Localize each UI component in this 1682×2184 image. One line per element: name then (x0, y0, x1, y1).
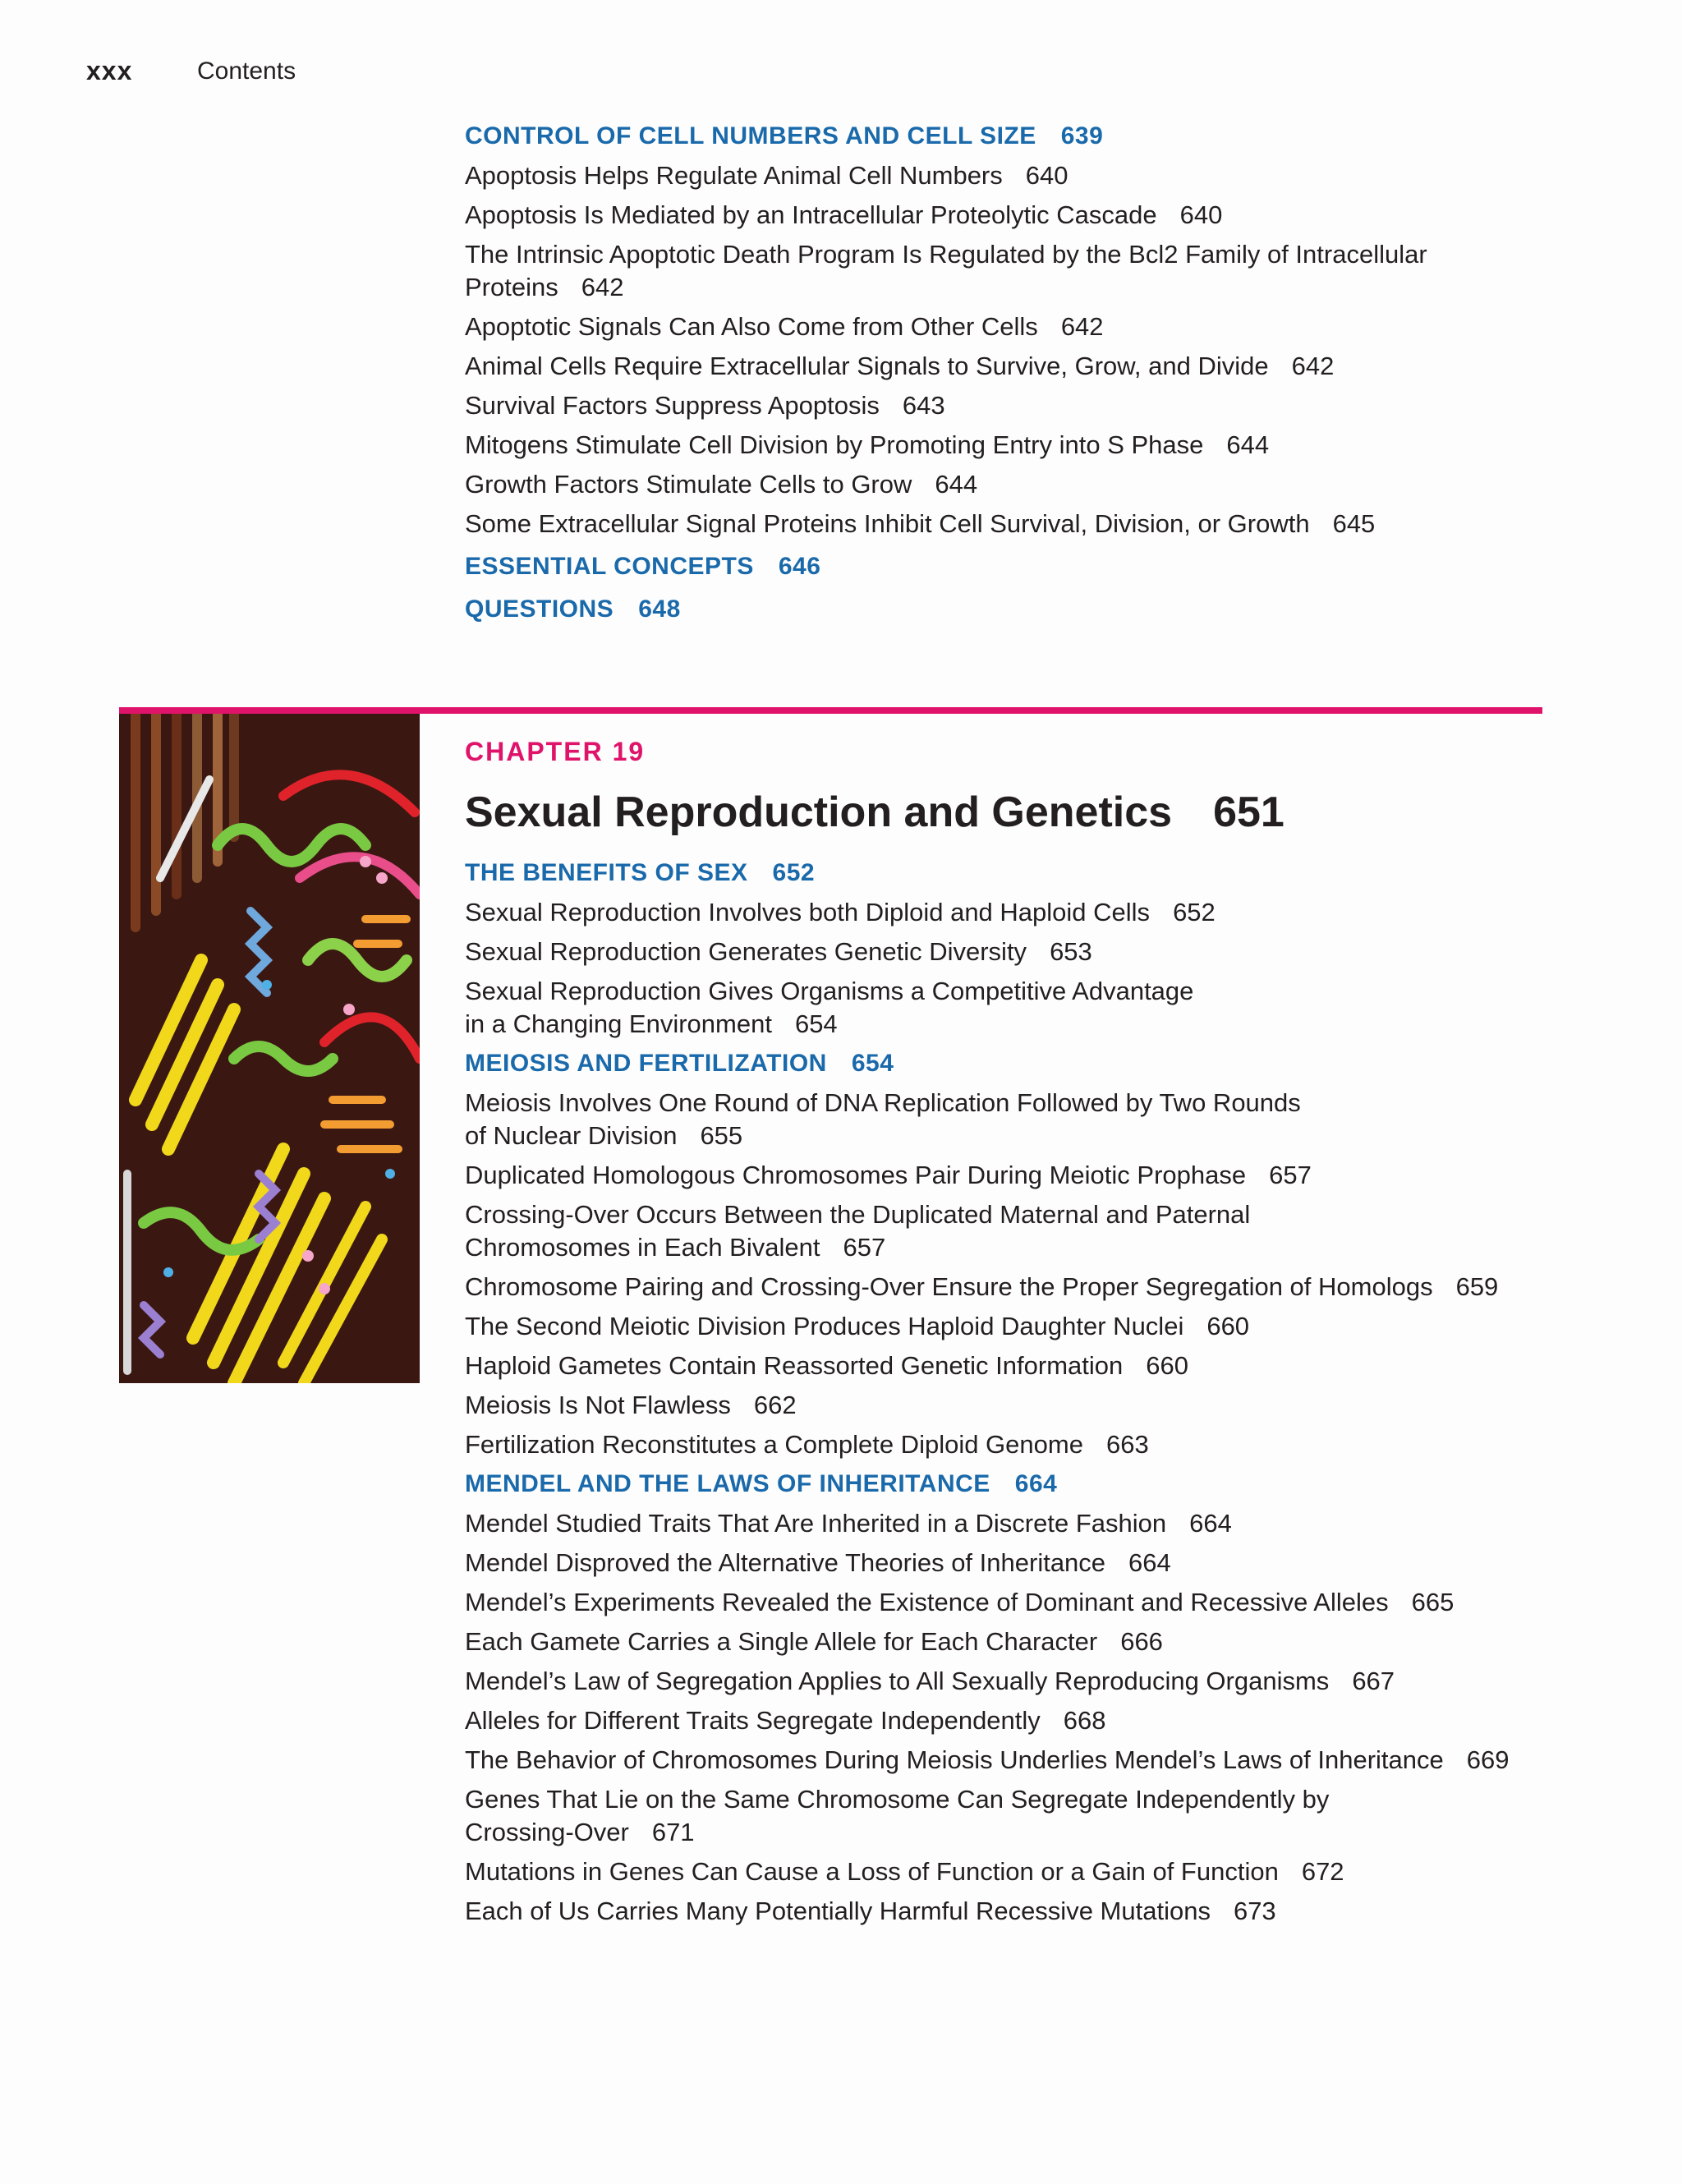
toc-entry-text: Sexual Reproduction Involves both Diploid and Haploid Cells (465, 898, 1151, 926)
section-heading-title: THE BENEFITS OF SEX (465, 859, 748, 886)
toc-entry[interactable] (465, 1198, 1533, 1264)
toc-entry-page: 666 (1120, 1627, 1163, 1656)
toc-entry-text: Haploid Gametes Contain Reassorted Genetic Information (465, 1351, 1124, 1380)
section-heading-title: MEIOSIS AND FERTILIZATION (465, 1050, 827, 1077)
section-heading-title: MENDEL AND THE LAWS OF INHERITANCE (465, 1470, 990, 1497)
section-heading[interactable] (465, 1468, 1533, 1501)
section-heading[interactable] (465, 550, 1533, 583)
toc-entry[interactable] (465, 159, 1533, 192)
toc-entry[interactable] (465, 1310, 1533, 1343)
section-heading[interactable] (465, 120, 1533, 153)
toc-entry-text: Mutations in Genes Can Cause a Loss of Function or a Gain of Function (465, 1857, 1279, 1886)
section-heading[interactable] (465, 857, 1533, 890)
toc-entry-page: 672 (1301, 1857, 1344, 1886)
toc-entry-page: 642 (1291, 352, 1335, 380)
chapter-label: CHAPTER 19 (465, 737, 646, 766)
toc-entry-page: 660 (1206, 1312, 1250, 1340)
toc-entry-page: 655 (700, 1121, 743, 1150)
toc-entry-text-continued: in a Changing Environment (465, 1009, 772, 1038)
toc-entry[interactable] (465, 1507, 1533, 1540)
contents-top-block (465, 120, 1533, 632)
toc-entry-page: 654 (794, 1009, 838, 1038)
toc-entry[interactable] (465, 1349, 1533, 1382)
toc-entry[interactable] (465, 389, 1533, 422)
toc-entry[interactable] (465, 1665, 1533, 1698)
toc-entry-text: Each Gamete Carries a Single Allele for Each Character (465, 1627, 1098, 1656)
toc-entry[interactable] (465, 199, 1533, 232)
toc-entry[interactable] (465, 896, 1533, 929)
toc-entry-text: Crossing-Over Occurs Between the Duplicated Maternal and Paternal (465, 1200, 1251, 1229)
toc-entry-text: The Intrinsic Apoptotic Death Program Is Regulated by the Bcl2 Family of Intracellular (465, 240, 1427, 269)
toc-entry[interactable] (465, 429, 1533, 462)
toc-entry[interactable] (465, 1855, 1533, 1888)
toc-entry-page: 664 (1128, 1548, 1171, 1577)
toc-entry-page: 644 (1226, 430, 1270, 459)
section-heading-page: 652 (772, 859, 816, 886)
section-heading-title: CONTROL OF CELL NUMBERS AND CELL SIZE (465, 122, 1036, 149)
running-head: Contents (197, 57, 296, 85)
toc-entry[interactable] (465, 310, 1533, 343)
toc-entry-text: Survival Factors Suppress Apoptosis (465, 391, 880, 420)
toc-entry[interactable] (465, 1159, 1533, 1192)
toc-entry[interactable] (465, 508, 1533, 540)
toc-entry-text: Growth Factors Stimulate Cells to Grow (465, 470, 912, 499)
chapter-sections (465, 857, 1533, 1928)
toc-entry-text-continued: Crossing-Over (465, 1818, 629, 1846)
toc-entry[interactable] (465, 1428, 1533, 1461)
toc-entry-text: Mitogens Stimulate Cell Division by Promoting Entry into S Phase (465, 430, 1204, 459)
toc-entry-page: 644 (935, 470, 978, 499)
toc-entry[interactable] (465, 1895, 1533, 1928)
toc-entry[interactable] (465, 1271, 1533, 1304)
toc-entry-page: 669 (1466, 1745, 1510, 1774)
toc-entry-page: 663 (1105, 1430, 1149, 1459)
toc-entry-text: Mendel Studied Traits That Are Inherited in a Discrete Fashion (465, 1509, 1167, 1538)
toc-entry-text: Mendel Disproved the Alternative Theories of Inheritance (465, 1548, 1106, 1577)
page-number: xxx (86, 56, 133, 85)
toc-entry-text: Meiosis Involves One Round of DNA Replication Followed by Two Rounds (465, 1088, 1301, 1117)
toc-entry-text: Meiosis Is Not Flawless (465, 1391, 731, 1419)
toc-entry[interactable] (465, 1625, 1533, 1658)
toc-entry[interactable] (465, 350, 1533, 383)
toc-entry-text: Alleles for Different Traits Segregate Independently (465, 1706, 1041, 1735)
toc-entry-text: Duplicated Homologous Chromosomes Pair During Meiotic Prophase (465, 1161, 1247, 1189)
toc-entry[interactable] (465, 1744, 1533, 1777)
toc-entry-page: 657 (1269, 1161, 1312, 1189)
toc-entry-text: Each of Us Carries Many Potentially Harmful Recessive Mutations (465, 1897, 1211, 1925)
chapter-title-page: 651 (1213, 789, 1284, 836)
chapter-divider-rule (119, 707, 1542, 714)
toc-entry-page: 668 (1063, 1706, 1106, 1735)
toc-entry[interactable] (465, 1783, 1533, 1849)
toc-entry[interactable] (465, 1389, 1533, 1422)
toc-entry-text: Apoptosis Is Mediated by an Intracellular Proteolytic Cascade (465, 200, 1157, 229)
toc-entry-page: 657 (843, 1233, 886, 1262)
chapter-cover-illustration (119, 714, 420, 1383)
chapter-title (465, 786, 1533, 839)
toc-entry-text: Animal Cells Require Extracellular Signals to Survive, Grow, and Divide (465, 352, 1269, 380)
toc-entry[interactable] (465, 1704, 1533, 1737)
toc-entry-page: 667 (1352, 1667, 1395, 1695)
toc-entry-page: 659 (1455, 1272, 1499, 1301)
toc-entry-page: 643 (902, 391, 945, 420)
section-heading-title: QUESTIONS (465, 595, 614, 623)
toc-entry[interactable] (465, 936, 1533, 968)
toc-entry-text: Apoptotic Signals Can Also Come from Other Cells (465, 312, 1038, 341)
toc-entry-text: Mendel’s Law of Segregation Applies to All Sexually Reproducing Organisms (465, 1667, 1330, 1695)
section-heading-page: 654 (851, 1050, 894, 1077)
toc-entry-page: 642 (1060, 312, 1104, 341)
toc-entry-text: The Behavior of Chromosomes During Meiosis Underlies Mendel’s Laws of Inheritance (465, 1745, 1444, 1774)
section-heading-page: 648 (638, 595, 681, 623)
toc-entry-page: 673 (1233, 1897, 1276, 1925)
toc-entry-text: The Second Meiotic Division Produces Haploid Daughter Nuclei (465, 1312, 1184, 1340)
toc-entry-page: 664 (1189, 1509, 1232, 1538)
toc-entry[interactable] (465, 238, 1533, 304)
toc-entry-text: Fertilization Reconstitutes a Complete Diploid Genome (465, 1430, 1083, 1459)
toc-entry-page: 645 (1332, 509, 1376, 538)
section-heading-title: ESSENTIAL CONCEPTS (465, 553, 754, 580)
toc-entry[interactable] (465, 1586, 1533, 1619)
section-heading[interactable] (465, 593, 1533, 626)
section-heading[interactable] (465, 1047, 1533, 1080)
toc-entry[interactable] (465, 975, 1533, 1041)
toc-entry-page: 660 (1146, 1351, 1188, 1380)
section-heading-page: 646 (778, 553, 821, 580)
toc-entry-text-continued: Chromosomes in Each Bivalent (465, 1233, 820, 1262)
toc-entry[interactable] (465, 1547, 1533, 1579)
toc-entry-text: Sexual Reproduction Gives Organisms a Competitive Advantage (465, 977, 1194, 1005)
toc-entry[interactable] (465, 468, 1533, 501)
toc-entry-text: Some Extracellular Signal Proteins Inhibit Cell Survival, Division, or Growth (465, 509, 1310, 538)
section-heading-page: 664 (1014, 1470, 1058, 1497)
toc-entry-page: 662 (753, 1391, 797, 1419)
toc-entry-page: 665 (1411, 1588, 1455, 1616)
toc-entry-page: 653 (1050, 937, 1092, 966)
toc-entry-text: Sexual Reproduction Generates Genetic Diversity (465, 937, 1027, 966)
toc-entry-text: Apoptosis Helps Regulate Animal Cell Numbers (465, 161, 1003, 190)
toc-entry-text: Chromosome Pairing and Crossing-Over Ensure the Proper Segregation of Homologs (465, 1272, 1433, 1301)
toc-entry-text-continued: of Nuclear Division (465, 1121, 678, 1150)
toc-entry-page: 642 (581, 273, 624, 301)
toc-entry-text: Mendel’s Experiments Revealed the Existence of Dominant and Recessive Alleles (465, 1588, 1389, 1616)
toc-entry[interactable] (465, 1087, 1533, 1152)
chapter-title-text: Sexual Reproduction and Genetics (465, 789, 1173, 836)
toc-entry-page: 652 (1173, 898, 1216, 926)
section-heading-page: 639 (1060, 122, 1104, 149)
toc-entry-page: 640 (1179, 200, 1223, 229)
toc-entry-text-continued: Proteins (465, 273, 558, 301)
chapter-19-block (465, 735, 1533, 1934)
toc-entry-text: Genes That Lie on the Same Chromosome Can Segregate Independently by (465, 1785, 1330, 1814)
toc-entry-page: 671 (651, 1818, 695, 1846)
toc-entry-page: 640 (1025, 161, 1068, 190)
